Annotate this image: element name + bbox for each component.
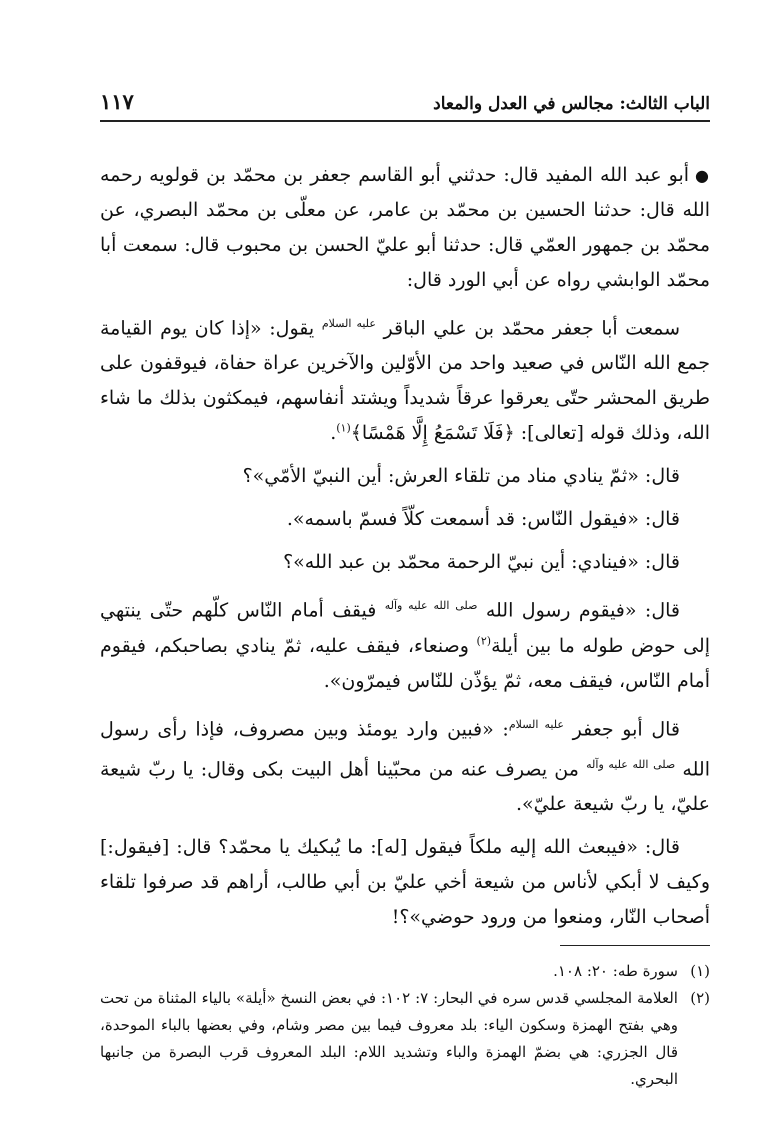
footnotes [100, 945, 710, 1093]
footnote-divider [560, 945, 710, 946]
paragraph: قال: «فيبعث الله إليه ملكاً فيقول [له]: ما يُبكيك يا محمّد؟ قال: [فيقول:] وكيف لا أبكي لأناس من شيعة أخي عليّ بن أبي طالب، أراهم قد صرفوا تلقاء أصحاب النّار، ومنعوا من ورود حوضي»؟! [100, 836, 710, 929]
honorific-glyph: عليه السلام [321, 317, 376, 330]
footnote [100, 985, 710, 1093]
running-header [100, 86, 710, 122]
book-page [100, 86, 710, 1093]
paragraph: سمعت أبا جعفر محمّد بن علي الباقر $^{عليه السلام}$ يقول: «إذا كان يوم القيامة جمع الله النّاس في صعيد واحد من الأوّلين والآخرين عراة حفاة، فيوقفون على طريق المحشر حتّى يعرقوا عرقاً شديداً ويشتد أنفاسهم، فيمكثون بذلك ما شاء الله، وذلك قوله [تعالى]: ﴿فَلَا تَسْمَعُ إِلَّا هَمْسًا﴾$^{(١)}$. [100, 317, 710, 445]
footnote-text: العلامة المجلسي قدس سره في البحار: ٧: ١٠٢: في بعض النسخ «أيلة» بالياء المثناة من تحت وهي بفتح الهمزة وسكون الياء: بلد معروف فيما بين مصر وشام، وفي بعضها بالباء الموحدة، قال الجزري: هي بضمّ الهمزة والباء وتشديد اللام: البلد المعروف قرب البصرة من جانبها البحري. [100, 989, 678, 1089]
paragraph: قال: «فينادي: أين نبيّ الرحمة محمّد بن عبد الله»؟ [283, 551, 680, 574]
footnote-number: (١) [690, 962, 710, 981]
page-number: ١١٧ [100, 89, 134, 114]
footnote-text: سورة طه: ٢٠: ١٠٨. [553, 962, 678, 981]
paragraph: ●أبو عبد الله المفيد قال: حدثني أبو القاسم جعفر بن محمّد بن قولويه رحمه الله قال: حدثنا الحسين بن محمّد بن عامر، عن معلّى بن محمّد البصري، عن محمّد بن جمهور العمّي قال: حدثنا أبو عليّ الحسن بن محبوب قال: سمعت أبا محمّد الوابشي رواه عن أبي الورد قال: [100, 164, 711, 291]
footnote-ref: (٢) [476, 634, 492, 648]
footnote-number: (٢) [690, 989, 710, 1008]
footnote-ref: (١) [336, 422, 351, 435]
honorific-glyph: عليه السلام [508, 717, 564, 731]
paragraph: قال أبو جعفر $^{عليه السلام}$: «فبين وارد يومئذ وبين مصروف، فإذا رأى رسول الله $^{صلى الله عليه وآله}$ من يصرف عنه من محبّينا أهل البيت بكى وقال: يا ربّ شيعة عليّ، يا ربّ شيعة عليّ». [100, 717, 710, 816]
paragraph: قال: «فيقول النّاس: قد أسمعت كلّاً فسمّ باسمه». [286, 508, 680, 531]
paragraph: قال: «ثمّ ينادي مناد من تلقاء العرش: أين النبيّ الأمّي»؟ [242, 465, 680, 488]
main-text [100, 158, 710, 935]
paragraph: قال: «فيقوم رسول الله $^{صلى الله عليه وآله}$ فيقف أمام النّاس كلّهم حتّى ينتهي إلى حوض طوله ما بين أيلة$^{(٢)}$ وصنعاء، فيقف عليه، ثمّ ينادي بصاحبكم، فيقوم أمام النّاس، فيقف معه، ثمّ يؤذّن للنّاس فيمرّون». [100, 599, 710, 692]
honorific-glyph: صلى الله عليه وآله [384, 599, 478, 613]
bullet-icon: ● [695, 166, 711, 185]
chapter-title: الباب الثالث: مجالس في العدل والمعاد [433, 94, 710, 114]
footnote [100, 958, 710, 985]
honorific-glyph: صلى الله عليه وآله [586, 757, 676, 771]
